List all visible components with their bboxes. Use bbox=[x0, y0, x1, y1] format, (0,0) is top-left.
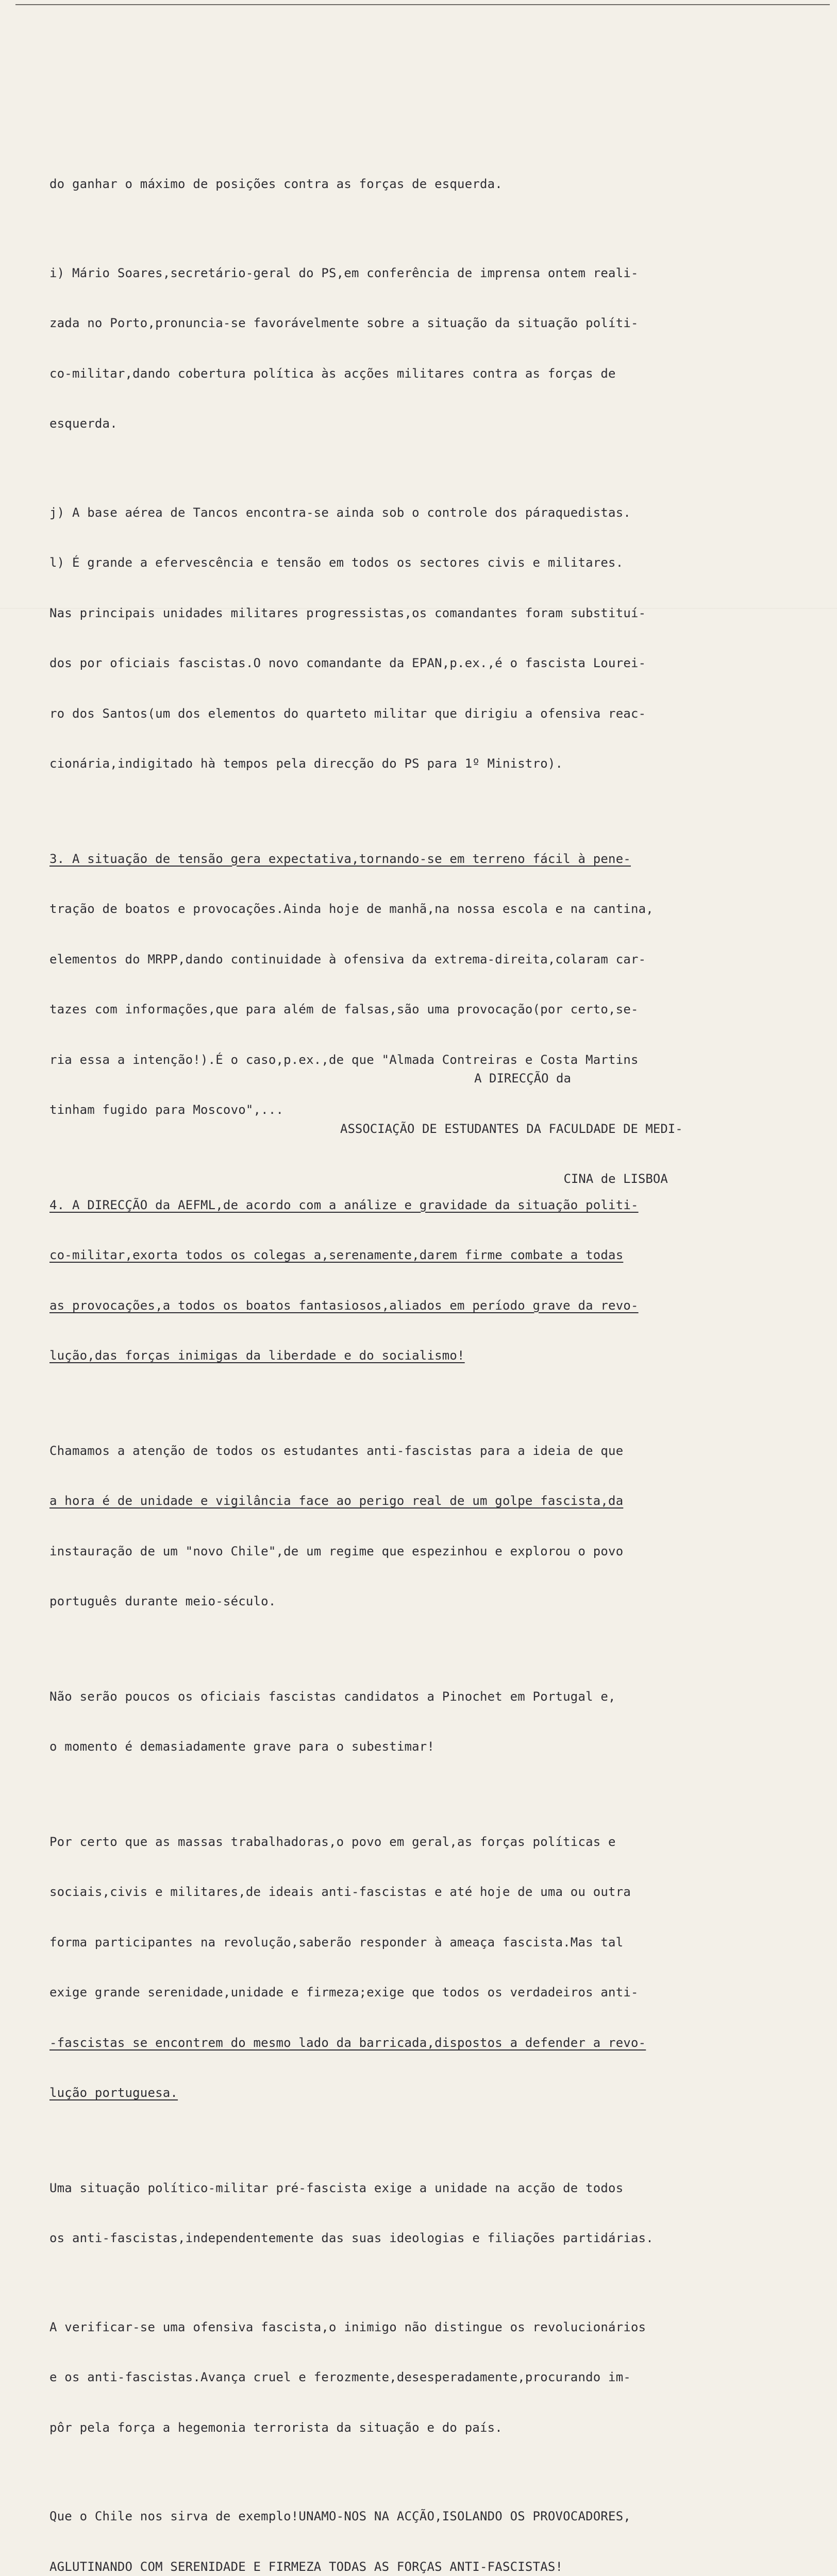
text-line: Nas principais unidades militares progressistas,os comandantes foram substituí- bbox=[49, 605, 646, 620]
text-line: o momento é demasiadamente grave para o subestimar! bbox=[49, 1739, 435, 1754]
page-top-border bbox=[15, 4, 830, 5]
signature-line: ASSOCIAÇÃO DE ESTUDANTES DA FACULDADE DE MEDI- bbox=[340, 1121, 683, 1136]
text-line: AGLUTINANDO COM SERENIDADE E FIRMEZA TODAS AS FORÇAS ANTI-FASCISTAS! bbox=[49, 2559, 563, 2574]
text-line: exige grande serenidade,unidade e firmeza;exige que todos os verdadeiros anti- bbox=[49, 1985, 639, 1999]
signature-line: CINA de LISBOA bbox=[340, 1172, 668, 1186]
text-line: tração de boatos e provocações.Ainda hoje de manhã,na nossa escola e na cantina, bbox=[49, 902, 654, 916]
text-line: forma participantes na revolução,saberão responder à ameaça fascista.Mas tal bbox=[49, 1935, 624, 1950]
text-line: e os anti-fascistas.Avança cruel e ferozmente,desesperadamente,procurando im- bbox=[49, 2370, 631, 2384]
text-line: elementos do MRPP,dando continuidade à ofensiva da extrema-direita,colaram car- bbox=[49, 952, 646, 967]
text-line: as provocações,a todos os boatos fantasiosos,aliados em período grave da revo- bbox=[49, 1298, 639, 1313]
text-line: lução portuguesa. bbox=[49, 2086, 178, 2100]
paragraph-chile bbox=[49, 2475, 802, 2576]
text-line: 4. A DIRECÇÃO da AEFML,de acordo com a análize e gravidade da situação politi- bbox=[49, 1197, 639, 1212]
paragraph-atencao bbox=[49, 1409, 802, 1643]
text-line: zada no Porto,pronuncia-se favorávelmente sobre a situação da situação políti- bbox=[49, 316, 639, 330]
text-line: i) Mário Soares,secretário-geral do PS,em conferência de imprensa ontem reali- bbox=[49, 265, 639, 280]
paragraph-i-mario-soares bbox=[49, 231, 802, 466]
text-line: cionária,indigitado hà tempos pela direcção do PS para 1º Ministro). bbox=[49, 756, 563, 771]
paragraph-pinochet bbox=[49, 1655, 802, 1789]
paragraph-pre-fascista bbox=[49, 2146, 802, 2280]
text-line: instauração de um "novo Chile",de um regime que espezinhou e explorou o povo bbox=[49, 1544, 624, 1558]
signature-block bbox=[340, 1037, 683, 1204]
text-line: português durante meio-século. bbox=[49, 1594, 276, 1608]
text-line: a hora é de unidade e vigilância face ao perigo real de um golpe fascista,da bbox=[49, 1494, 624, 1508]
text-line: sociais,civis e militares,de ideais anti-fascistas e até hoje de uma ou outra bbox=[49, 1885, 631, 1899]
paragraph-1 bbox=[49, 142, 802, 226]
text-line: l) É grande a efervescência e tensão em todos os sectores civis e militares. bbox=[49, 555, 624, 570]
text-line: pôr pela força a hegemonia terrorista da situação e do país. bbox=[49, 2420, 503, 2435]
paragraph-massas bbox=[49, 1800, 802, 2135]
text-line: ria essa a intenção!).É o caso,p.ex.,de que "Almada Contreiras e Costa Martins bbox=[49, 1052, 639, 1067]
paragraph-j-l bbox=[49, 471, 802, 806]
text-line: esquerda. bbox=[49, 416, 118, 431]
paragraph-ofensiva bbox=[49, 2285, 802, 2470]
text-line: co-militar,dando cobertura política às acções militares contra as forças de bbox=[49, 366, 616, 381]
text-line: tinham fugido para Moscovo",... bbox=[49, 1103, 284, 1117]
text-line: dos por oficiais fascistas.O novo comandante da EPAN,p.ex.,é o fascista Lourei- bbox=[49, 656, 646, 670]
text-line: Não serão poucos os oficiais fascistas candidatos a Pinochet em Portugal e, bbox=[49, 1689, 616, 1704]
text-line: os anti-fascistas,independentemente das suas ideologias e filiações partidárias. bbox=[49, 2231, 654, 2245]
text-line: Por certo que as massas trabalhadoras,o povo em geral,as forças políticas e bbox=[49, 1834, 616, 1849]
text-line: ro dos Santos(um dos elementos do quarteto militar que dirigiu a ofensiva reac- bbox=[49, 706, 646, 721]
text-line: j) A base aérea de Tancos encontra-se ainda sob o controle dos páraquedistas. bbox=[49, 505, 631, 520]
text-line: -fascistas se encontrem do mesmo lado da barricada,dispostos a defender a revo- bbox=[49, 2035, 646, 2050]
document-body bbox=[49, 142, 802, 2576]
text-line: Que o Chile nos sirva de exemplo!UNAMO-NOS NA ACÇÃO,ISOLANDO OS PROVOCADORES, bbox=[49, 2509, 631, 2523]
text-line: 3. A situação de tensão gera expectativa,tornando-se em terreno fácil à pene- bbox=[49, 851, 631, 866]
text-line: tazes com informações,que para além de falsas,são uma provocação(por certo,se- bbox=[49, 1002, 639, 1016]
text-line: co-militar,exorta todos os colegas a,serenamente,darem firme combate a todas bbox=[49, 1248, 624, 1262]
text-line: Chamamos a atenção de todos os estudantes anti-fascistas para a ideia de que bbox=[49, 1443, 624, 1458]
text-line: do ganhar o máximo de posições contra as forças de esquerda. bbox=[49, 177, 503, 191]
text-line: lução,das forças inimigas da liberdade e do socialismo! bbox=[49, 1348, 465, 1363]
text-line: Uma situação político-militar pré-fascista exige a unidade na acção de todos bbox=[49, 2180, 624, 2195]
text-line: A verificar-se uma ofensiva fascista,o inimigo não distingue os revolucionários bbox=[49, 2319, 646, 2334]
signature-line: A DIRECÇÃO da bbox=[340, 1071, 571, 1086]
